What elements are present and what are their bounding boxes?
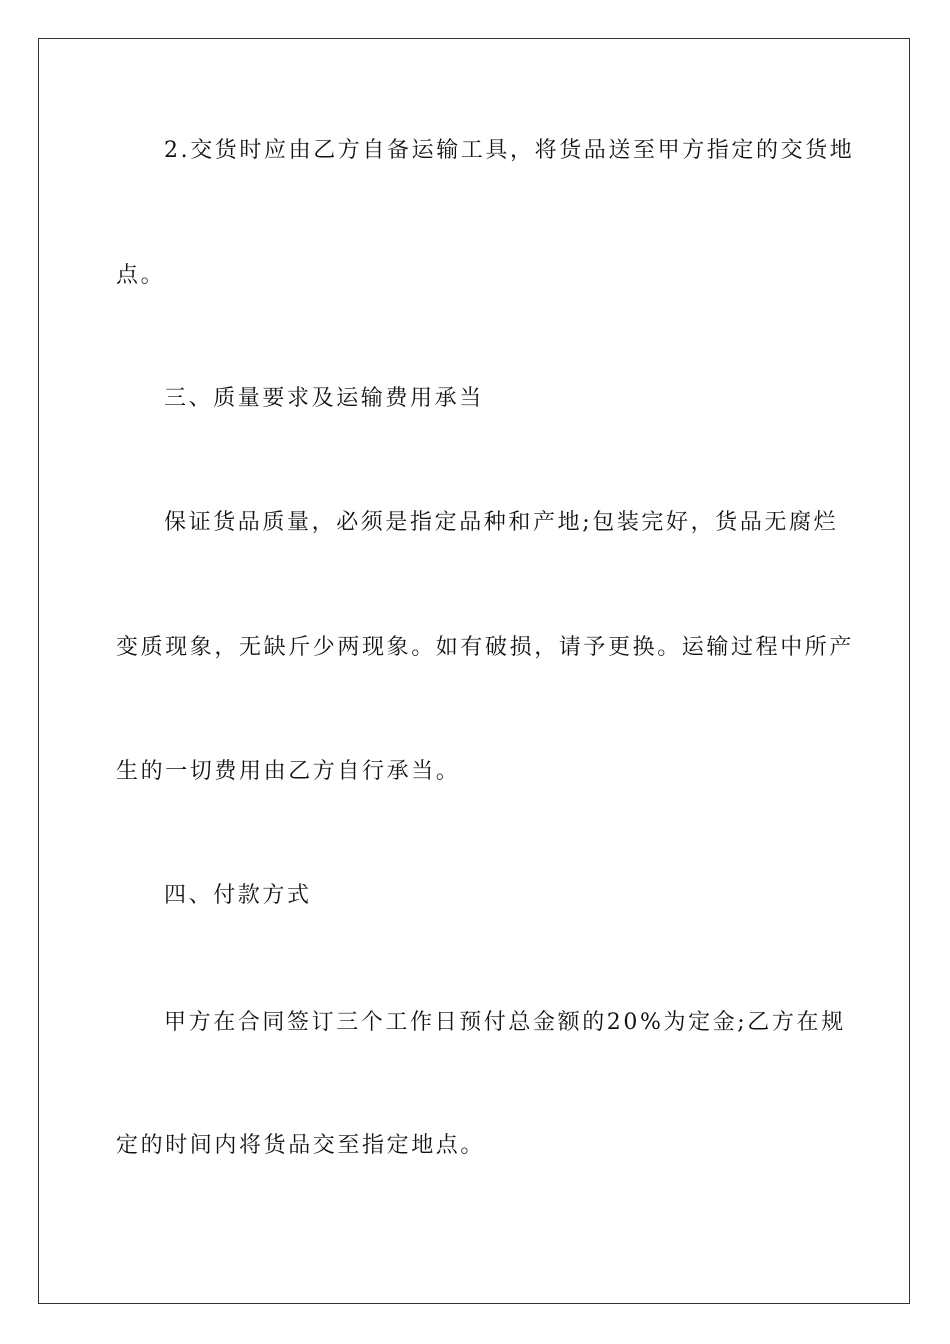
section-4-heading: 四、付款方式	[164, 883, 312, 908]
page-border	[38, 38, 910, 1304]
section-4-paragraph-line-2: 定的时间内将货品交至指定地点。	[116, 1133, 486, 1158]
clause-2-delivery-line-1: 2.交货时应由乙方自备运输工具，将货品送至甲方指定的交货地	[164, 138, 855, 163]
section-3-paragraph-line-2: 变质现象，无缺斤少两现象。如有破损，请予更换。运输过程中所产	[116, 635, 855, 660]
section-3-heading: 三、质量要求及运输费用承当	[164, 386, 484, 411]
section-3-paragraph-line-1: 保证货品质量，必须是指定品种和产地;包装完好，货品无腐烂	[164, 510, 839, 535]
section-4-paragraph-line-1: 甲方在合同签订三个工作日预付总金额的20%为定金;乙方在规	[164, 1010, 846, 1035]
clause-2-delivery-line-2: 点。	[116, 263, 166, 288]
section-3-paragraph-line-3: 生的一切费用由乙方自行承当。	[116, 759, 461, 784]
